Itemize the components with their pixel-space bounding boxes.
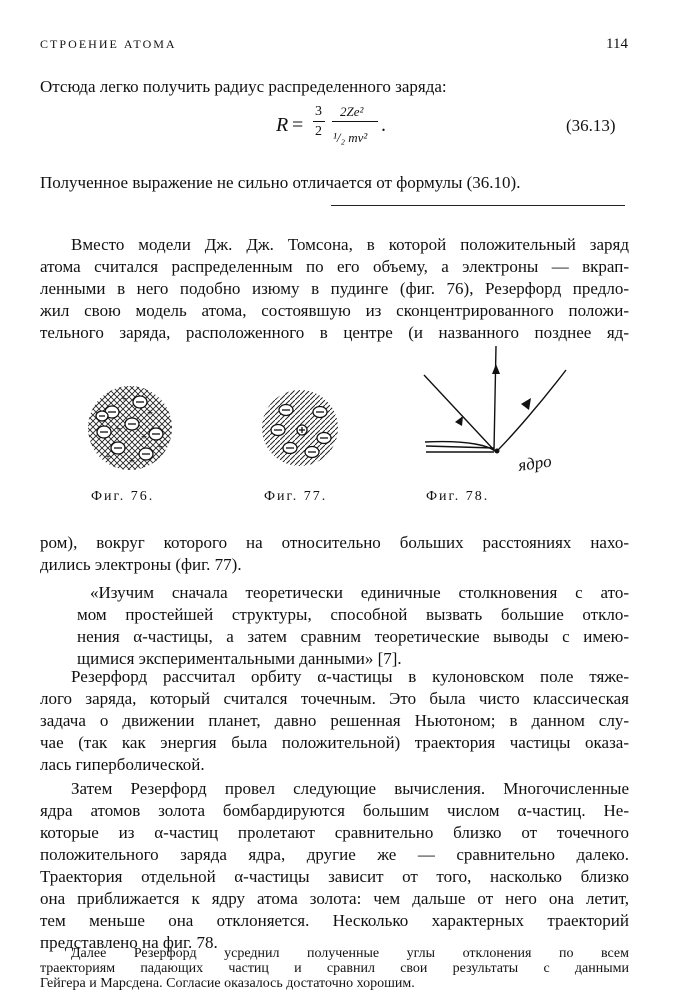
figure-77-caption: Фиг. 77. [264, 489, 328, 504]
figure-78-trajectories [424, 346, 566, 453]
formula-coef-num: 3 [315, 104, 322, 119]
formula [0, 100, 674, 160]
para1-line: жил свою модель атома, состоявшую из сконцентрированного положи- [40, 301, 629, 320]
svg-text:+: + [156, 441, 164, 453]
para3-line: ядра атомов золота бомбардируются большим числом α-частиц. Не- [40, 801, 629, 820]
para1-cont-line: дились электроны (фиг. 77). [40, 555, 242, 574]
quote-line: нения α-частицы, а затем сравним теоретические выводы с имею- [77, 627, 629, 646]
quote-line: «Изучим сначала теоретически единичные столкновения с ато- [90, 583, 629, 602]
figure-76-thomson-model [88, 386, 172, 470]
para2-line: лого заряда, который считался точечным. Это была чисто классическая [40, 689, 629, 708]
page-number: 114 [606, 36, 628, 52]
para2-line: задача о движении планет, давно решенная Ньютоном; в данном слу- [40, 711, 629, 730]
para3-line: Затем Резерфорд провел следующие вычисления. Многочисленные [71, 779, 629, 798]
figure-78-caption: Фиг. 78. [426, 489, 490, 504]
formula-equals: = [292, 114, 304, 136]
formula-coef-bar [313, 121, 325, 122]
para2-line: лась гиперболической. [40, 755, 205, 774]
figure-77-rutherford-model [262, 390, 338, 466]
formula-number: (36.13) [566, 116, 616, 135]
para1-line: ленными в него подобно изюму в пудинге (фиг. 76), Резерфорд предло- [40, 279, 629, 298]
svg-text:+: + [114, 423, 122, 435]
intro-line: Отсюда легко получить радиус распределенного заряда: [40, 77, 447, 96]
para3-line: тем меньше она отклоняется. Несколько характерных траекторий [40, 911, 629, 930]
para1-cont-line: ром), вокруг которого на относительно больших расстояниях нахо- [40, 533, 629, 552]
formula-numerator: 2Ze² [340, 104, 364, 119]
formula-coef-den: 2 [315, 124, 322, 139]
para3-line: которые из α-частиц пролетают сравнительно близко от точечного [40, 823, 629, 842]
formula-denominator: ¹/₂ mv² [333, 130, 368, 145]
para1-line: Вместо модели Дж. Дж. Томсона, в которой положительный заряд [71, 235, 629, 254]
running-title: СТРОЕНИЕ АТОМА [40, 37, 177, 51]
svg-text:+: + [104, 451, 112, 463]
para1-line: тельного заряда, расположенного в центре (и названного позднее яд- [40, 323, 629, 342]
section-divider [331, 205, 625, 206]
formula-lhs: R [276, 114, 289, 136]
para2-line: чае (так как энергия была положительной) траектория частицы оказа- [40, 733, 629, 752]
formula-period: . [381, 114, 386, 136]
svg-text:+: + [140, 431, 148, 443]
formula-fraction-bar [332, 121, 378, 122]
para1-line: атома считался распределенным по его объему, а электроны — вкрап- [40, 257, 629, 276]
svg-text:+: + [120, 393, 128, 405]
para2-line: Резерфорд рассчитал орбиту α-частицы в кулоновском поле тяже- [71, 667, 629, 686]
after-formula-line: Полученное выражение не сильно отличается от формулы (36.10). [40, 173, 521, 192]
svg-text:+: + [146, 407, 154, 419]
para4-line: Далее Резерфорд усреднил полученные углы отклонения по всем [71, 946, 629, 961]
para4-line: траекториям падающих частиц и сравнил свои результаты с данными [40, 961, 629, 976]
para3-line: Траектория отдельной α-частицы зависит от того, насколько близко [40, 867, 629, 886]
para4-line: Гейгера и Марсдена. Согласие оказалось достаточно хорошим. [40, 976, 415, 991]
figure-78-handwritten-label: ядро [516, 451, 553, 475]
figure-76-caption: Фиг. 76. [91, 489, 155, 504]
para3-line: она приближается к ядру атома золота: чем дальше от него она летит, [40, 889, 629, 908]
figures-row [0, 340, 674, 540]
quote-line: щимися экспериментальными данными» [7]. [77, 649, 402, 668]
svg-text:+: + [128, 455, 136, 467]
quote-line: мом простейшей структуры, способной вызвать большие откло- [77, 605, 629, 624]
para3-line: положительного заряда ядра, другие же — сравнительно далеко. [40, 845, 629, 864]
para3-line: представлено на фиг. 78. [40, 933, 218, 952]
